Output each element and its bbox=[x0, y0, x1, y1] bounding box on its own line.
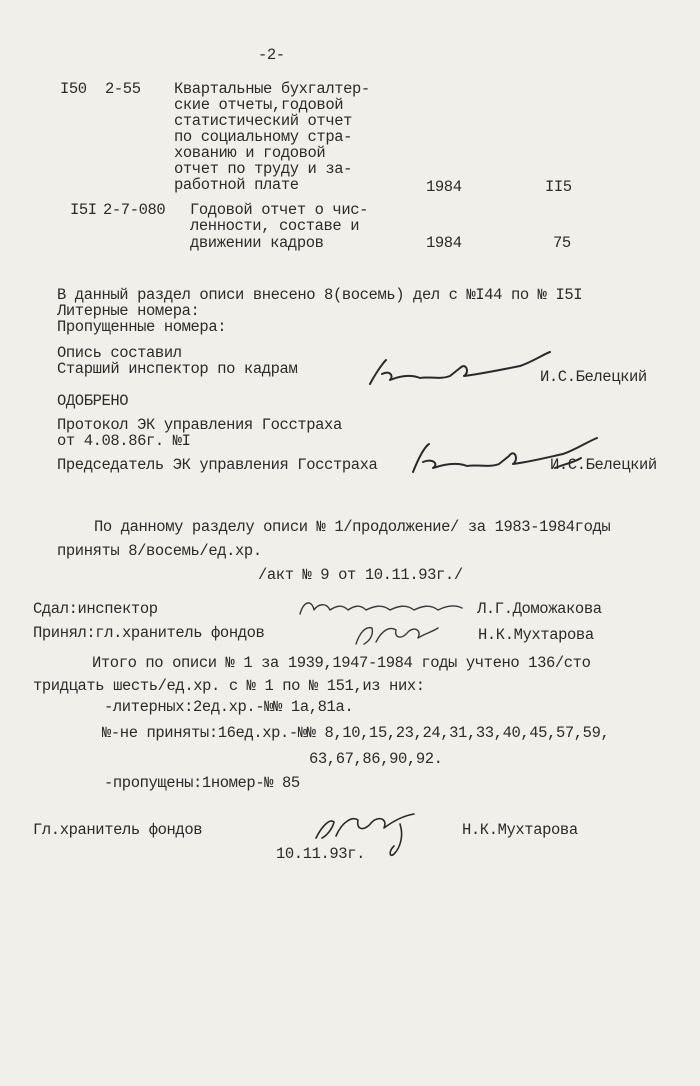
item-title-line: движении кадров bbox=[190, 234, 324, 252]
handover-received-name: Н.К.Мухтарова bbox=[478, 626, 594, 644]
handover-received-label: Принял:гл.хранитель фондов bbox=[33, 624, 265, 642]
compiler-line: Опись составил bbox=[57, 344, 182, 362]
compiler-name: И.С.Белецкий bbox=[540, 368, 647, 386]
handover-gave-label: Сдал:инспектор bbox=[33, 600, 158, 618]
footer-keeper-label: Гл.хранитель фондов bbox=[33, 821, 203, 839]
item-sheets: II5 bbox=[545, 178, 572, 196]
item-title-line: статистический отчет bbox=[174, 112, 353, 130]
approval-chair-name: И.С.Белецкий bbox=[550, 456, 657, 474]
summary-included: В данный раздел описи внесено 8(восемь) дел с №I44 по № I5I bbox=[57, 286, 583, 304]
received-signature bbox=[350, 618, 450, 652]
item-title-line: хованию и годовой bbox=[174, 144, 326, 162]
item-title-line: ские отчеты,годовой bbox=[174, 96, 344, 114]
approval-protocol: от 4.08.86г. №I bbox=[57, 432, 191, 450]
acceptance-line: По данному разделу описи № 1/продолжение/ за 1983-1984годы bbox=[94, 518, 611, 536]
compiler-line: Старший инспектор по кадрам bbox=[57, 360, 298, 378]
item-title-line: Годовой отчет о чис- bbox=[190, 201, 369, 219]
item-index: 2-55 bbox=[105, 80, 141, 98]
item-number: I50 bbox=[60, 80, 87, 98]
acceptance-line: приняты 8/восемь/ед.хр. bbox=[57, 542, 262, 560]
totals-skipped: -пропущены:1номер-№ 85 bbox=[104, 774, 300, 792]
item-title-line: ленности, составе и bbox=[190, 217, 360, 235]
approval-heading: ОДОБРЕНО bbox=[57, 392, 129, 410]
handover-gave-name: Л.Г.Доможакова bbox=[477, 600, 602, 618]
summary-skipped: Пропущенные номера: bbox=[57, 318, 227, 336]
item-sheets: 75 bbox=[553, 234, 571, 252]
item-number: I5I bbox=[70, 201, 97, 219]
approval-chair-label: Председатель ЭК управления Госстраха bbox=[57, 456, 378, 474]
totals-not-accepted: 63,67,86,90,92. bbox=[309, 750, 443, 768]
totals-line: тридцать шесть/ед.хр. с № 1 по № 151,из них: bbox=[33, 677, 425, 695]
footer-keeper-name: Н.К.Мухтарова bbox=[462, 821, 578, 839]
totals-not-accepted: №-не приняты:16ед.хр.-№№ 8,10,15,23,24,31,33,40,45,57,59, bbox=[102, 724, 610, 742]
acceptance-act: /акт № 9 от 10.11.93г./ bbox=[258, 566, 463, 584]
footer-date: 10.11.93г. bbox=[276, 845, 366, 863]
item-year: 1984 bbox=[426, 234, 462, 252]
compiler-signature bbox=[360, 346, 560, 396]
summary-literal: Литерные номера: bbox=[57, 302, 200, 320]
item-title-line: отчет по труду и за- bbox=[174, 160, 353, 178]
item-index: 2-7-080 bbox=[103, 201, 166, 219]
item-year: 1984 bbox=[426, 178, 462, 196]
totals-line: Итого по описи № 1 за 1939,1947-1984 годы учтено 136/сто bbox=[92, 654, 591, 672]
item-title-line: Квартальные бухгалтер- bbox=[174, 80, 370, 98]
page-number: -2- bbox=[258, 46, 285, 64]
item-title-line: работной плате bbox=[174, 176, 299, 194]
item-title-line: по социальному стра- bbox=[174, 128, 353, 146]
totals-literal: -литерных:2ед.хр.-№№ 1а,81а. bbox=[104, 698, 354, 716]
approval-protocol: Протокол ЭК управления Госстраха bbox=[57, 416, 342, 434]
